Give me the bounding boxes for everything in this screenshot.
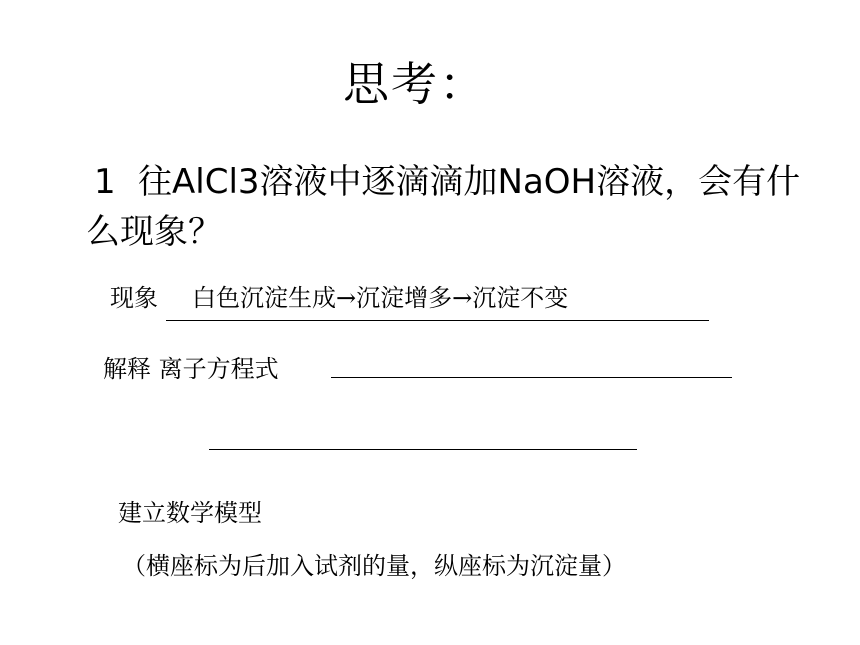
question-number: 1 <box>94 162 116 202</box>
phenomenon-answer-line <box>166 320 709 321</box>
explanation-label: 解释 离子方程式 <box>103 355 279 383</box>
ionic-equation-line-2 <box>209 449 637 450</box>
question-text: 往AlCl3溶液中逐滴滴加NaOH溶液，会有什么现象？ <box>86 162 801 252</box>
question <box>86 157 806 257</box>
phenomenon-label: 现象 <box>110 284 158 312</box>
model-note: （横座标为后加入试剂的量，纵座标为沉淀量） <box>122 552 626 580</box>
phenomenon-value: 白色沉淀生成→沉淀增多→沉淀不变 <box>192 284 569 312</box>
slide-title: 思考： <box>343 57 487 111</box>
model-label: 建立数学模型 <box>118 499 262 527</box>
ionic-equation-line-1 <box>331 377 732 378</box>
